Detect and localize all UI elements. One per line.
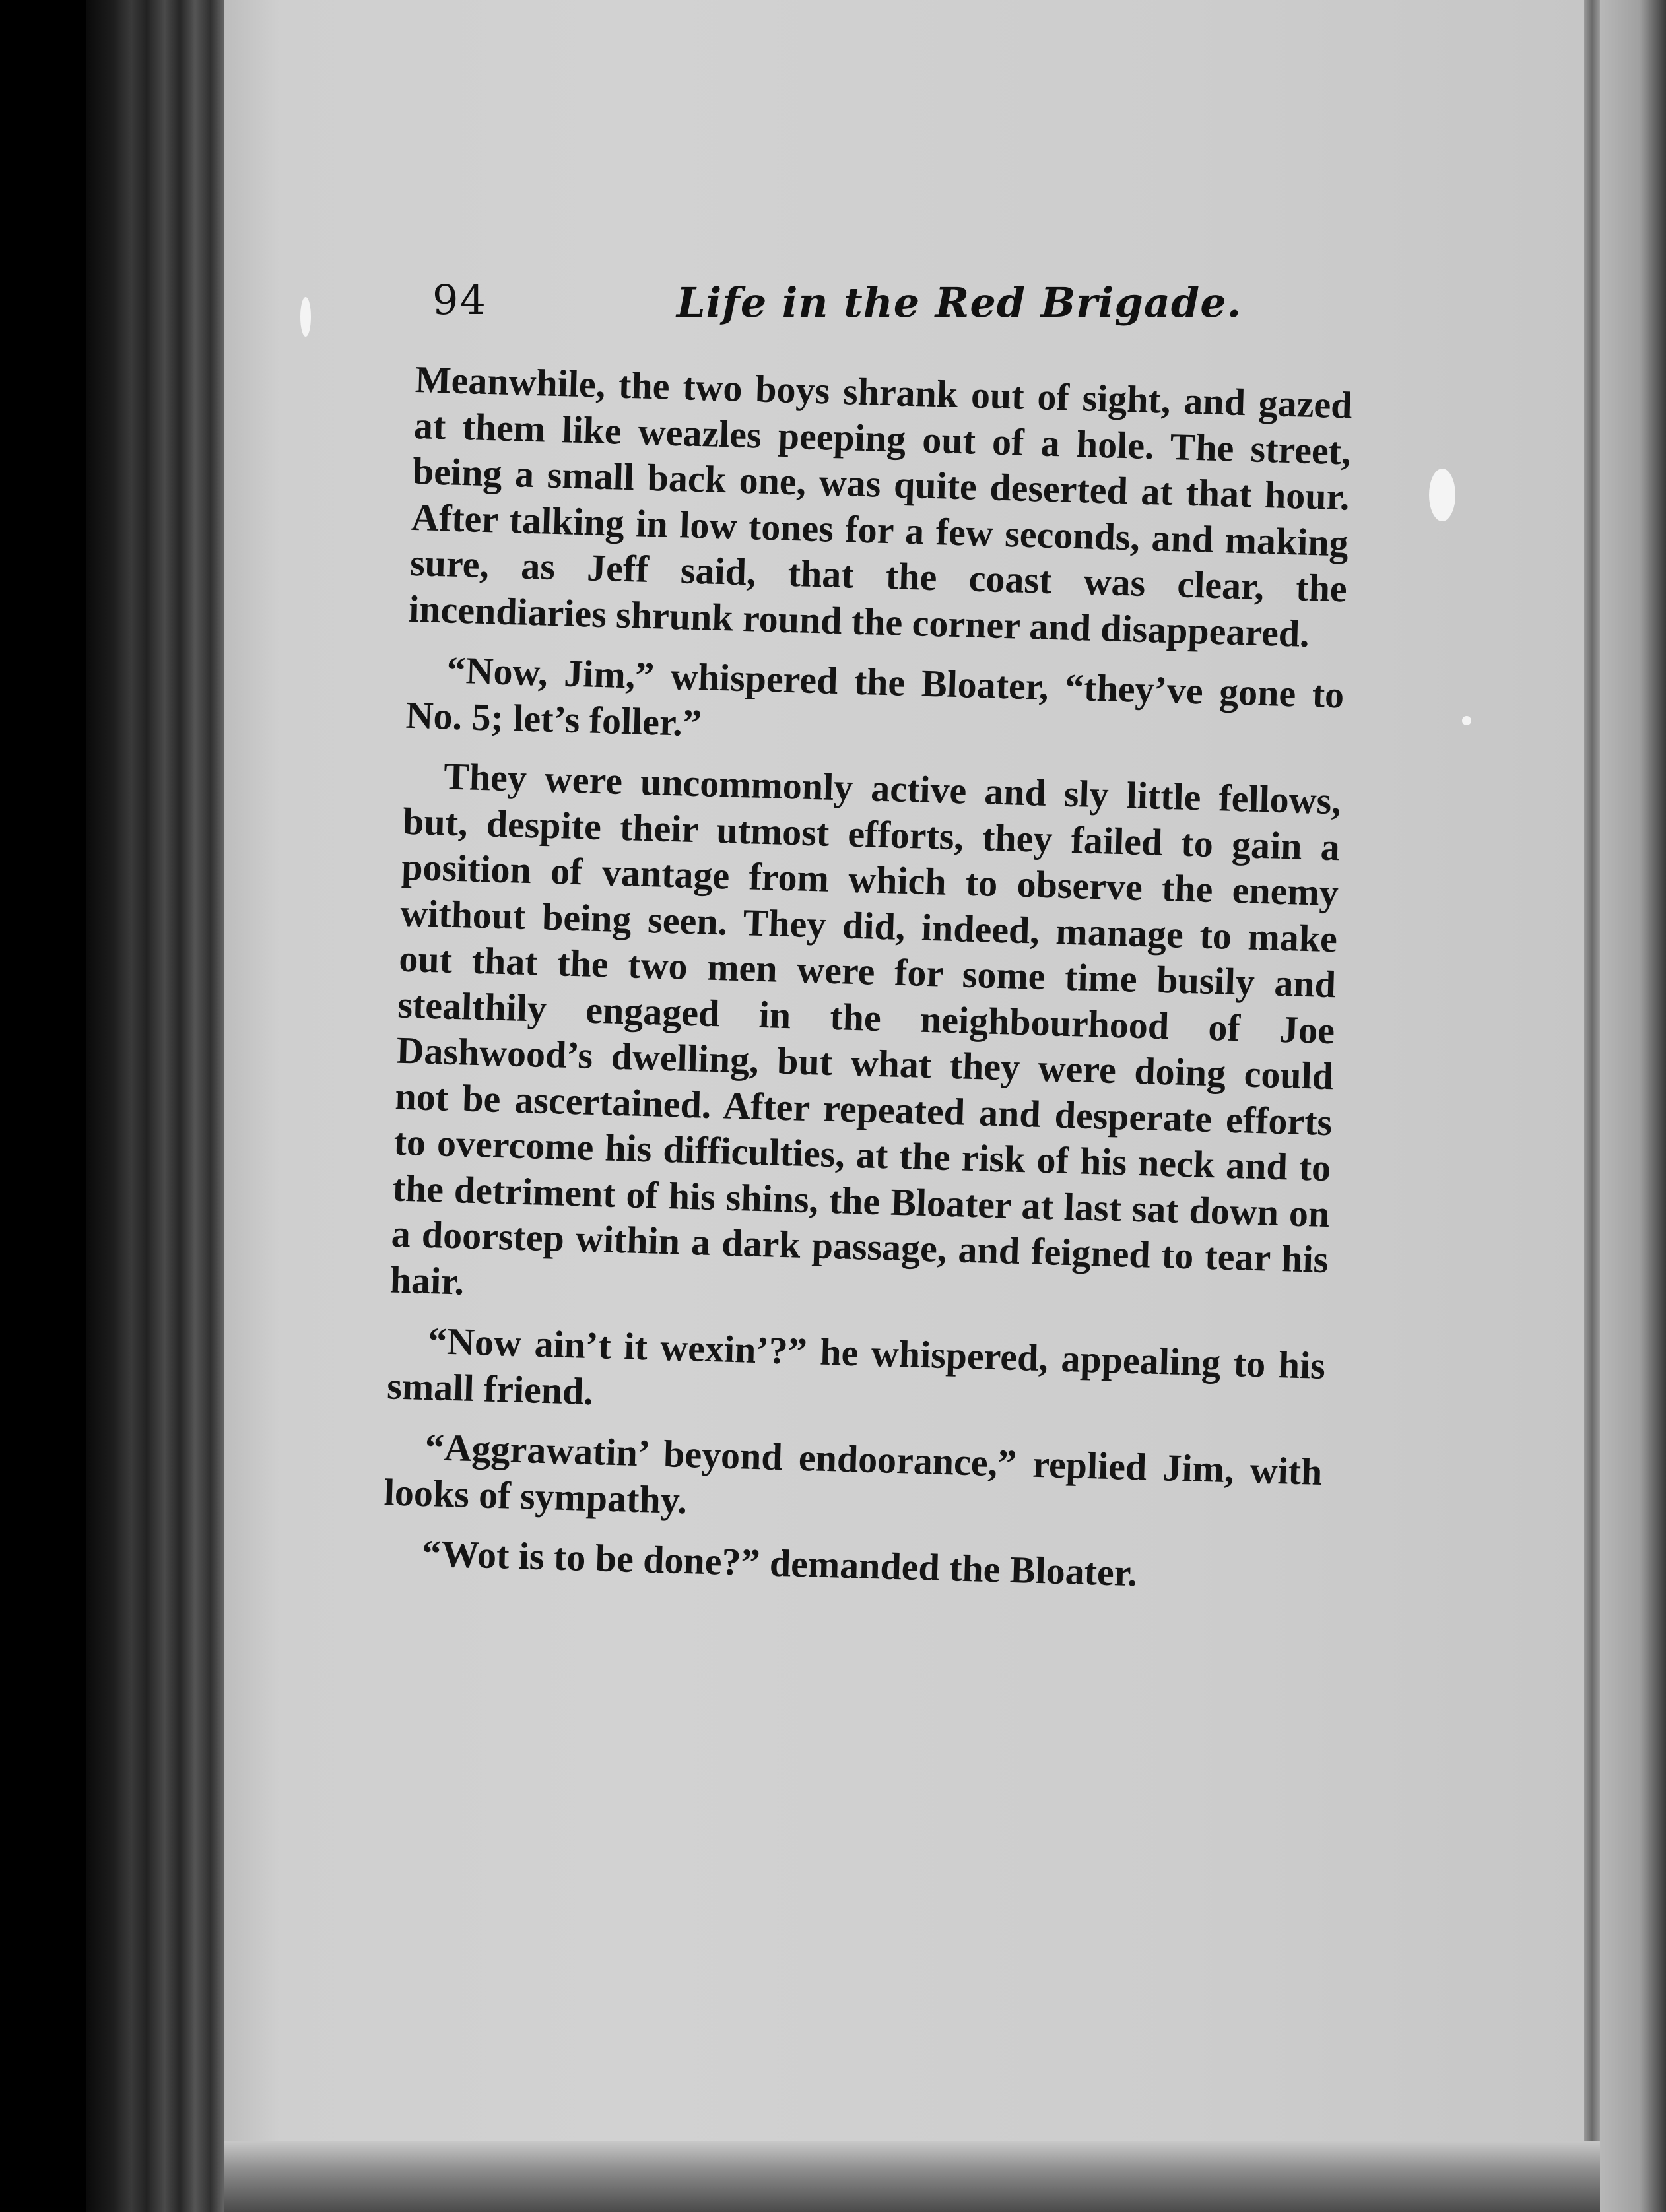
- paragraph: Meanwhile, the two boys shrank out of sight, and gazed at them like weazles peeping out of a hole. The street, being a small back one, was quite deserted at that hour. After talking in low tones for a few seconds, and making sure, as Jeff said, that the coast was clear, the incendiaries shrunk round the corner and disappeared.: [408, 357, 1353, 655]
- paragraph: They were uncommonly active and sly little fellows, but, despite their utmost efforts, they failed to gain a position of vantage from which to observe the enemy without being seen. They did, indeed, manage to make out that the two men were for some time busily and stealthily engaged in the neighbourhood of Joe Dashwood’s dwelling, but what they were doing could not be ascertained. After repeated and desperate efforts to overcome his difficulties, at the risk of his neck and to the detriment of his shins, the Bloater at last sat down on a doorstep within a dark passage, and feigned to tear his hair.: [389, 754, 1342, 1303]
- book-spine-edge: [86, 0, 238, 2212]
- page-header: [432, 276, 1356, 342]
- page-bottom-edge: [224, 2141, 1600, 2212]
- paragraph: “Aggrawatin’ beyond endoorance,” replied Jim, with looks of sympathy.: [383, 1425, 1323, 1522]
- paragraph: “Now ain’t it wexin’?” he whispered, appealing to his small friend.: [386, 1319, 1326, 1413]
- scan-speck: [1462, 716, 1471, 725]
- paragraph: “Now, Jim,” whispered the Bloater, “they’ve gone to No. 5; let’s foller.”: [405, 648, 1345, 744]
- scan-speck: [300, 297, 311, 337]
- scan-speck: [1429, 469, 1455, 521]
- body-text: [382, 356, 1352, 1601]
- facing-page-edge: [1600, 0, 1666, 2212]
- paragraph: “Wot is to be done?” demanded the Bloater.: [421, 1531, 1138, 1595]
- page-gutter: [1584, 0, 1600, 2212]
- running-head: Life in the Red Brigade.: [677, 278, 1242, 327]
- page-number: 94: [432, 276, 487, 324]
